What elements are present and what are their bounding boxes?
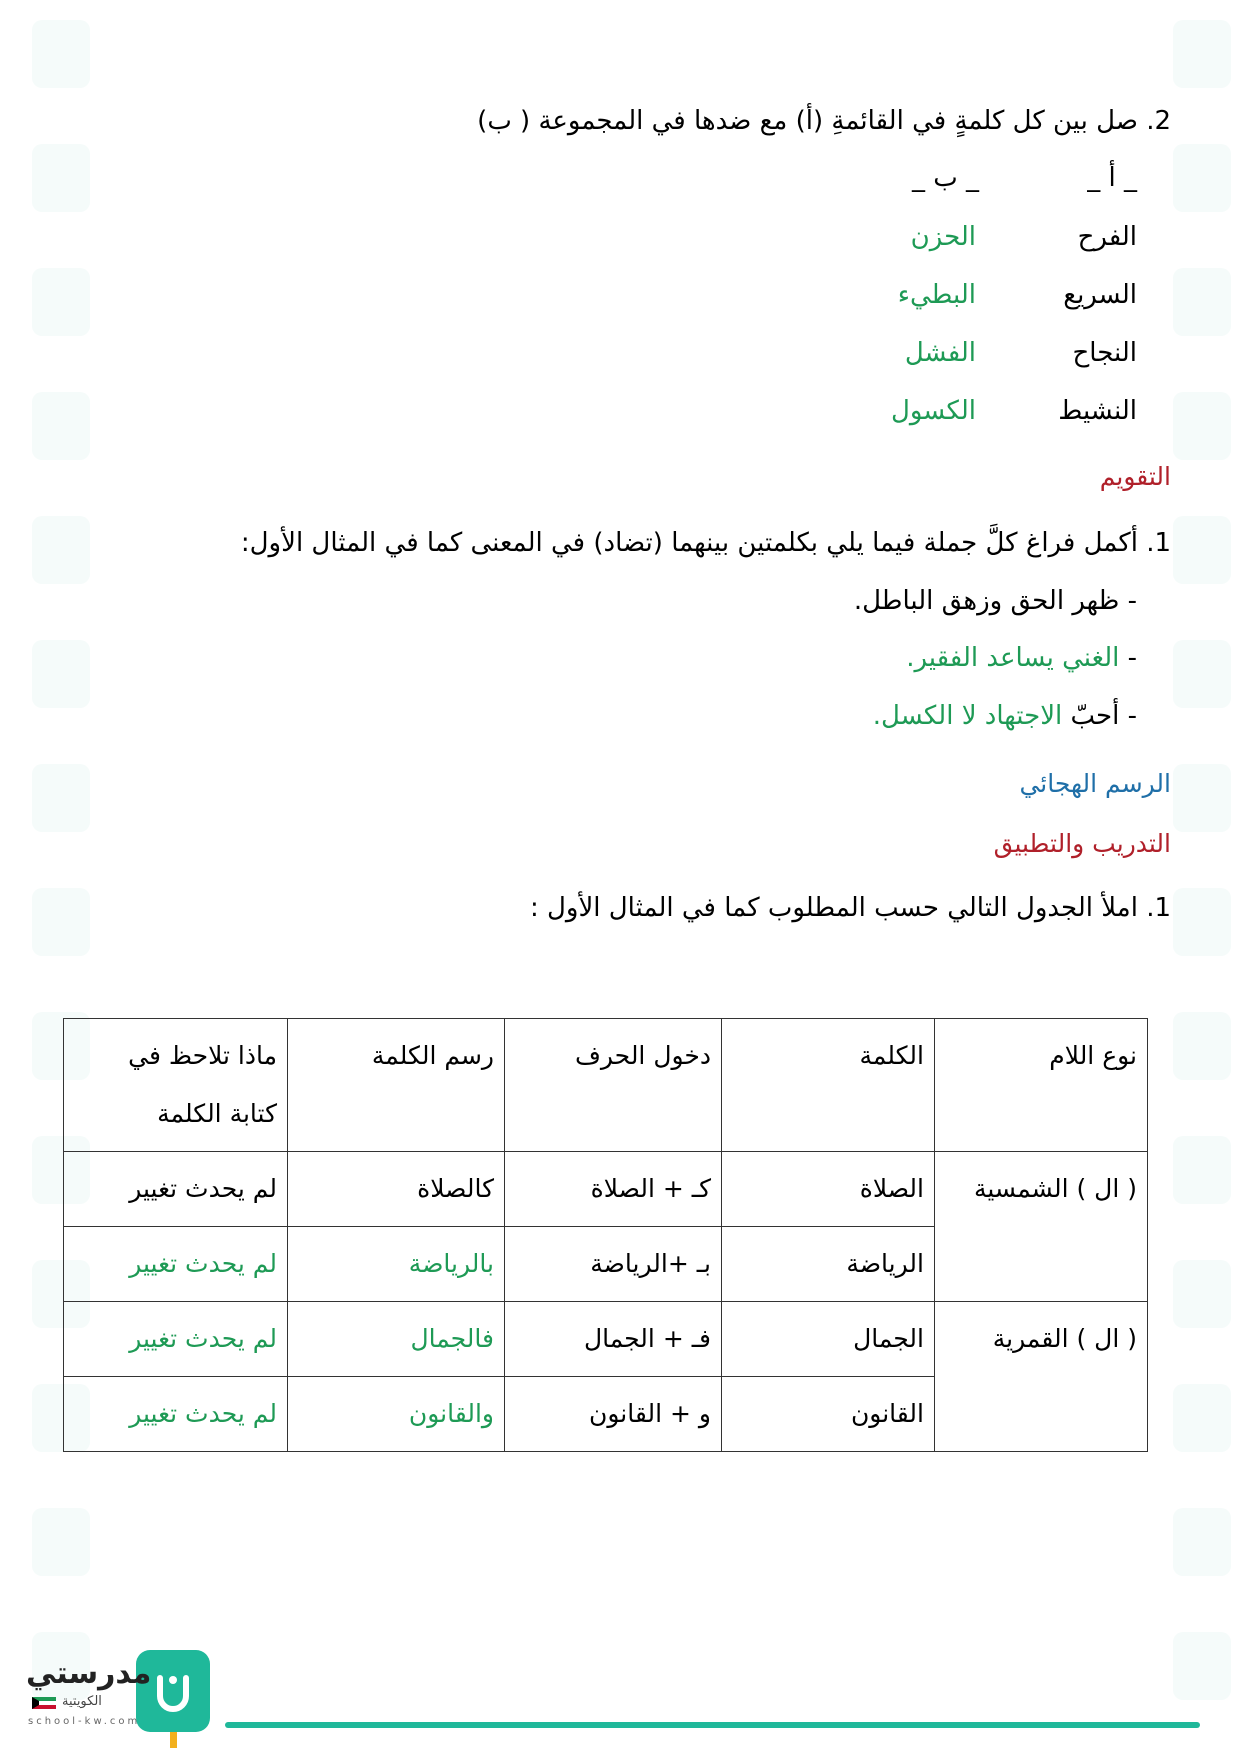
question-number: 1.: [1146, 893, 1171, 923]
spelling-heading: الرسم الهجائي: [1019, 769, 1171, 798]
header-lam-type: نوع اللام: [935, 1019, 1148, 1152]
entry-cell: بـ +الرياضة: [505, 1227, 722, 1302]
note-cell-answer: لم يحدث تغيير: [64, 1227, 288, 1302]
column-a-heading: _ أ _: [1087, 163, 1137, 193]
watermark-tile: [1173, 1012, 1231, 1080]
watermark-tile: [32, 764, 90, 832]
question-number: 2.: [1146, 106, 1171, 136]
note-cell-answer: لم يحدث تغيير: [64, 1377, 288, 1452]
spelling-cell-answer: بالرياضة: [288, 1227, 505, 1302]
header-word: الكلمة: [722, 1019, 935, 1152]
word-cell: الجمال: [722, 1302, 935, 1377]
watermark-tile: [1173, 640, 1231, 708]
column-b-heading: _ ب _: [911, 163, 979, 193]
pair-row: [0, 338, 1241, 378]
word-b-answer: الفشل: [904, 338, 976, 368]
watermark-left: [20, 0, 90, 1755]
table-row: [64, 1302, 1148, 1377]
lam-type-cell: ( ال ) القمرية: [935, 1302, 1148, 1452]
pair-row: [0, 396, 1241, 436]
question-text: صل بين كل كلمةٍ في القائمةِ (أ) مع ضدها في المجموعة ( ب): [477, 106, 1138, 136]
watermark-tile: [1173, 516, 1231, 584]
question-text: املأ الجدول التالي حسب المطلوب كما في المثال الأول :: [530, 893, 1138, 923]
word-cell: القانون: [722, 1377, 935, 1452]
logo-url: school-kw.com: [28, 1716, 141, 1727]
lam-type-cell: ( ال ) الشمسية: [935, 1152, 1148, 1302]
watermark-tile: [32, 20, 90, 88]
watermark-tile: [1173, 1136, 1231, 1204]
word-b-answer: الحزن: [910, 222, 976, 252]
word-cell: الرياضة: [722, 1227, 935, 1302]
watermark-tile: [32, 516, 90, 584]
watermark-tile: [32, 1508, 90, 1576]
note-cell: لم يحدث تغيير: [64, 1152, 288, 1227]
sentence-dash: -: [1119, 643, 1137, 673]
kuwait-flag-icon: [32, 1697, 56, 1709]
table-row: [64, 1152, 1148, 1227]
header-observation: ماذا تلاحظ في كتابة الكلمة: [64, 1019, 288, 1152]
header-word-spelling: رسم الكلمة: [288, 1019, 505, 1152]
footer-divider: [225, 1722, 1200, 1728]
spelling-cell-answer: فالجمال: [288, 1302, 505, 1377]
question-2: [477, 106, 1171, 136]
watermark-tile: [1173, 764, 1231, 832]
watermark-tile: [1173, 1632, 1231, 1700]
sentence-answer: الاجتهاد لا الكسل.: [872, 701, 1063, 731]
word-cell: الصلاة: [722, 1152, 935, 1227]
word-a: النشيط: [1058, 396, 1137, 426]
note-cell-answer: لم يحدث تغيير: [64, 1302, 288, 1377]
header-letter-entry: دخول الحرف: [505, 1019, 722, 1152]
watermark-tile: [1173, 1508, 1231, 1576]
spelling-table: [63, 1018, 1148, 1452]
evaluation-heading: التقويم: [1099, 462, 1171, 491]
word-a: الفرح: [1077, 222, 1137, 252]
watermark-tile: [1173, 20, 1231, 88]
word-a: النجاح: [1072, 338, 1137, 368]
table-header-row: [64, 1019, 1148, 1152]
spelling-cell: كالصلاة: [288, 1152, 505, 1227]
practice-heading: التدريب والتطبيق: [993, 829, 1171, 858]
pair-row: [0, 222, 1241, 262]
evaluation-question: [241, 528, 1171, 558]
watermark-right: [1161, 0, 1231, 1755]
sentence-2: [906, 643, 1137, 673]
question-number: 1.: [1146, 528, 1171, 558]
pair-headers: [0, 163, 1241, 203]
watermark-tile: [1173, 888, 1231, 956]
watermark-tile: [1173, 1260, 1231, 1328]
spelling-cell-answer: والقانون: [288, 1377, 505, 1452]
word-a: السريع: [1063, 280, 1137, 310]
word-b-answer: البطيء: [897, 280, 976, 310]
word-b-answer: الكسول: [890, 396, 976, 426]
sentence-answer: الغني يساعد الفقير.: [906, 643, 1120, 673]
watermark-tile: [32, 888, 90, 956]
pair-row: [0, 280, 1241, 320]
sentence-1: - ظهر الحق وزهق الباطل.: [853, 586, 1137, 616]
brand-logo: [22, 1650, 222, 1750]
logo-name: مدرستي: [26, 1656, 152, 1691]
entry-cell: فـ + الجمال: [505, 1302, 722, 1377]
sentence-prefix: - أحبّ: [1062, 701, 1137, 731]
entry-cell: و + القانون: [505, 1377, 722, 1452]
table-instruction: [530, 893, 1171, 923]
question-text: أكمل فراغ كلَّ جملة فيما يلي بكلمتين بينهما (تضاد) في المعنى كما في المثال الأول:: [240, 528, 1138, 558]
logo-subtitle: الكويتية: [62, 1694, 102, 1709]
watermark-tile: [1173, 1384, 1231, 1452]
entry-cell: كـ + الصلاة: [505, 1152, 722, 1227]
sentence-3: [873, 701, 1137, 731]
watermark-tile: [32, 640, 90, 708]
